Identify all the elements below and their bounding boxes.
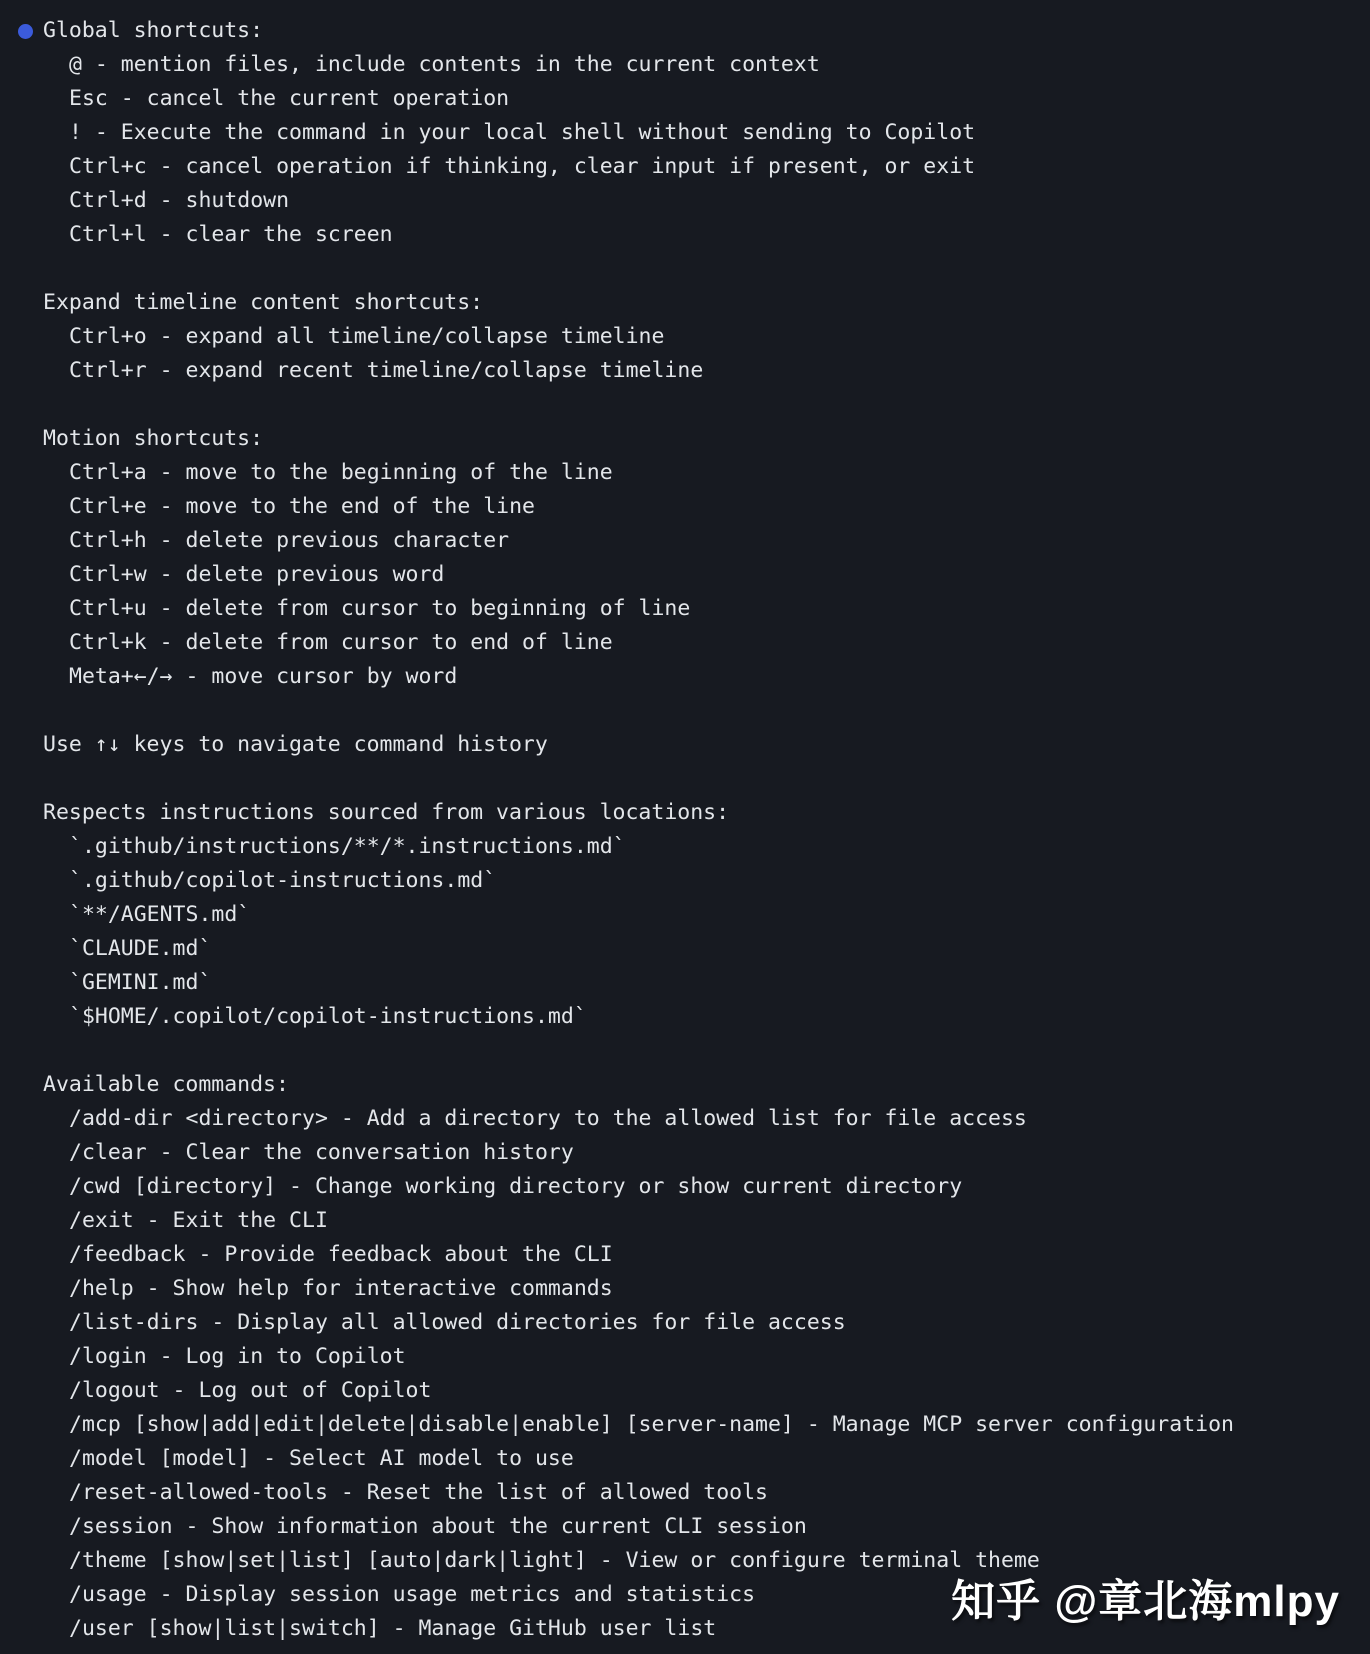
line-text: Use ↑↓ keys to navigate command history: [43, 732, 548, 757]
line-text: Ctrl+h - delete previous character: [69, 528, 510, 553]
terminal-line-section-1-item-1: [0, 354, 1370, 388]
line-text: Motion shortcuts:: [43, 426, 264, 451]
terminal-line-section-5-item-7: [0, 1340, 1370, 1374]
terminal-line-section-2-item-2: [0, 524, 1370, 558]
terminal-line-section-4-title: [0, 796, 1370, 830]
terminal-line-section-5-item-3: [0, 1204, 1370, 1238]
line-text: Ctrl+c - cancel operation if thinking, clear input if present, or exit: [69, 154, 976, 179]
terminal-line-section-4-item-2: [0, 898, 1370, 932]
line-text: /logout - Log out of Copilot: [69, 1378, 432, 1403]
line-text: `CLAUDE.md`: [69, 936, 212, 961]
terminal-line-section-5-item-2: [0, 1170, 1370, 1204]
line-text: Global shortcuts:: [43, 18, 264, 43]
line-text: /list-dirs - Display all allowed directories for file access: [69, 1310, 846, 1335]
terminal-line-section-0-item-4: [0, 184, 1370, 218]
terminal-line-section-1-item-0: [0, 320, 1370, 354]
line-text: /reset-allowed-tools - Reset the list of allowed tools: [69, 1480, 768, 1505]
terminal-line-section-5-item-4: [0, 1238, 1370, 1272]
terminal-line-section-0-item-1: [0, 82, 1370, 116]
blank-line: [0, 1034, 1370, 1068]
line-text: `**/AGENTS.md`: [69, 902, 251, 927]
line-text: Respects instructions sourced from various locations:: [43, 800, 730, 825]
bullet-icon: [18, 24, 33, 39]
line-text: Ctrl+l - clear the screen: [69, 222, 393, 247]
terminal-line-section-4-item-1: [0, 864, 1370, 898]
line-text: Ctrl+d - shutdown: [69, 188, 290, 213]
terminal-line-section-3-title: [0, 728, 1370, 762]
line-text: /usage - Display session usage metrics and statistics: [69, 1582, 756, 1607]
line-text: Ctrl+k - delete from cursor to end of line: [69, 630, 613, 655]
terminal-line-section-2-item-3: [0, 558, 1370, 592]
terminal-line-section-2-item-0: [0, 456, 1370, 490]
line-text: /add-dir <directory> - Add a directory to the allowed list for file access: [69, 1106, 1027, 1131]
line-text: @ - mention files, include contents in the current context: [69, 52, 820, 77]
terminal-line-section-0-item-3: [0, 150, 1370, 184]
terminal-line-section-5-title: [0, 1068, 1370, 1102]
terminal-line-section-5-item-6: [0, 1306, 1370, 1340]
line-text: Meta+←/→ - move cursor by word: [69, 664, 458, 689]
line-text: Expand timeline content shortcuts:: [43, 290, 484, 315]
line-text: /cwd [directory] - Change working directory or show current directory: [69, 1174, 963, 1199]
blank-line: [0, 252, 1370, 286]
terminal-line-section-1-title: [0, 286, 1370, 320]
terminal-line-section-5-item-9: [0, 1408, 1370, 1442]
line-text: /session - Show information about the current CLI session: [69, 1514, 807, 1539]
terminal-line-section-0-item-2: [0, 116, 1370, 150]
line-text: `.github/copilot-instructions.md`: [69, 868, 497, 893]
terminal-line-section-5-item-8: [0, 1374, 1370, 1408]
terminal-line-section-4-item-3: [0, 932, 1370, 966]
line-text: Esc - cancel the current operation: [69, 86, 510, 111]
blank-line: [0, 694, 1370, 728]
line-text: Ctrl+r - expand recent timeline/collapse timeline: [69, 358, 704, 383]
watermark: 知乎 @章北海mlpy: [951, 1577, 1340, 1626]
line-text: /clear - Clear the conversation history: [69, 1140, 574, 1165]
terminal-line-section-2-item-6: [0, 660, 1370, 694]
terminal-line-section-5-item-12: [0, 1510, 1370, 1544]
terminal-line-section-5-item-10: [0, 1442, 1370, 1476]
terminal-line-section-0-item-0: [0, 48, 1370, 82]
line-text: /feedback - Provide feedback about the CLI: [69, 1242, 613, 1267]
terminal-line-section-5-item-5: [0, 1272, 1370, 1306]
terminal-line-section-4-item-0: [0, 830, 1370, 864]
terminal-line-section-0-item-5: [0, 218, 1370, 252]
terminal-line-section-5-item-0: [0, 1102, 1370, 1136]
terminal-line-section-5-item-1: [0, 1136, 1370, 1170]
terminal-line-section-2-item-1: [0, 490, 1370, 524]
line-text: Ctrl+e - move to the end of the line: [69, 494, 535, 519]
blank-line: [0, 762, 1370, 796]
line-text: Ctrl+w - delete previous word: [69, 562, 445, 587]
line-text: /user [show|list|switch] - Manage GitHub user list: [69, 1616, 717, 1641]
line-text: /help - Show help for interactive commands: [69, 1276, 613, 1301]
line-text: Available commands:: [43, 1072, 289, 1097]
blank-line: [0, 388, 1370, 422]
terminal-line-section-2-title: [0, 422, 1370, 456]
terminal-line-section-2-item-4: [0, 592, 1370, 626]
line-text: /model [model] - Select AI model to use: [69, 1446, 574, 1471]
line-text: /exit - Exit the CLI: [69, 1208, 328, 1233]
line-text: Ctrl+o - expand all timeline/collapse timeline: [69, 324, 665, 349]
terminal-line-section-0-title: [0, 14, 1370, 48]
line-text: Ctrl+a - move to the beginning of the line: [69, 460, 613, 485]
terminal-line-section-4-item-4: [0, 966, 1370, 1000]
line-text: /theme [show|set|list] [auto|dark|light] - View or configure terminal theme: [69, 1548, 1040, 1573]
terminal-line-section-5-item-11: [0, 1476, 1370, 1510]
line-text: `GEMINI.md`: [69, 970, 212, 995]
line-text: /login - Log in to Copilot: [69, 1344, 406, 1369]
terminal-line-section-2-item-5: [0, 626, 1370, 660]
line-text: Ctrl+u - delete from cursor to beginning of line: [69, 596, 691, 621]
line-text: ! - Execute the command in your local shell without sending to Copilot: [69, 120, 976, 145]
line-text: `$HOME/.copilot/copilot-instructions.md`: [69, 1004, 587, 1029]
terminal-line-section-4-item-5: [0, 1000, 1370, 1034]
line-text: `.github/instructions/**/*.instructions.md`: [69, 834, 626, 859]
line-text: /mcp [show|add|edit|delete|disable|enable] [server-name] - Manage MCP server configuration: [69, 1412, 1234, 1437]
